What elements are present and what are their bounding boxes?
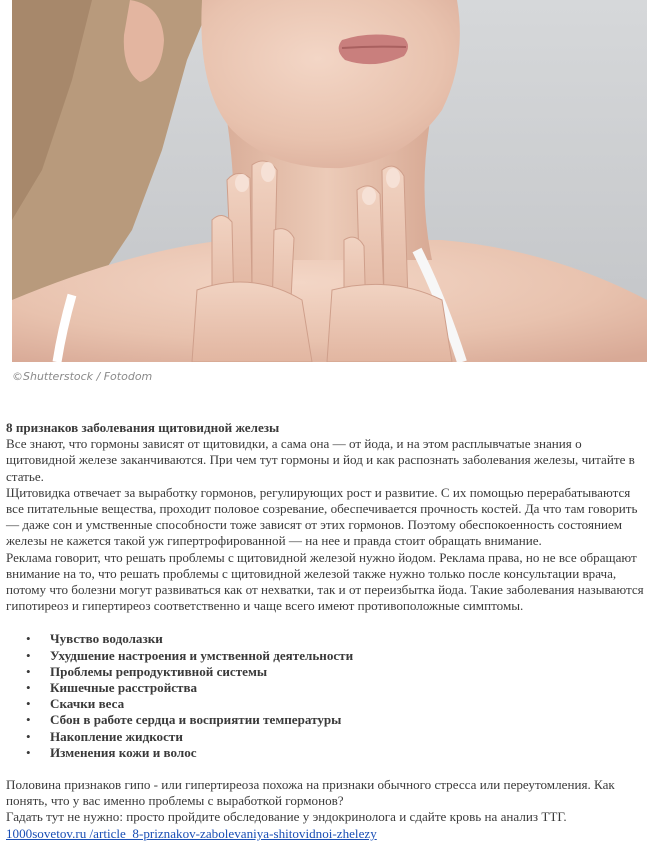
list-item-label: Чувство водолазки bbox=[50, 631, 163, 647]
body-paragraph-1: Щитовидка отвечает за выработку гормонов, регулирующих рост и развитие. С их помощью перерабатываются все питательные вещества, проходит половое созревание, обеспечивается прочность костей. Да что там говорить — даже сон и умственные способности тоже зависят от этих гормонов. Поэтому обеспокоенность состоянием железы не кажется такой уж гипертрофированной — на нее и правда стоит обращать внимание. bbox=[6, 484, 638, 549]
list-item-label: Ухудшение настроения и умственной деятельности bbox=[50, 647, 354, 663]
article-body bbox=[6, 420, 646, 842]
bullet-icon: • bbox=[26, 728, 31, 744]
list-item bbox=[6, 729, 646, 745]
list-item-label: Проблемы репродуктивной системы bbox=[50, 663, 268, 679]
bullet-icon: • bbox=[26, 663, 31, 679]
article-title: 8 признаков заболевания щитовидной железы bbox=[6, 420, 280, 435]
list-item bbox=[6, 664, 646, 680]
intro-paragraph: Все знают, что гормоны зависят от щитовидки, а сама она — от йода, и на этом расплывчатые знания о щитовидной железе заканчиваются. При чем тут гормоны и йод и как распознать заболевания железы, читайте в статье. bbox=[6, 436, 635, 484]
image-credit: ©Shutterstock / Fotodom bbox=[12, 370, 153, 383]
bullet-icon: • bbox=[26, 631, 31, 647]
source-line bbox=[6, 826, 646, 842]
list-item-label: Кишечные расстройства bbox=[50, 680, 198, 696]
bullet-icon: • bbox=[26, 680, 31, 696]
bullet-icon: • bbox=[26, 647, 31, 663]
closing-paragraph-2: Гадать тут не нужно: просто пройдите обследование у эндокринолога и сдайте кровь на анализ ТТГ. bbox=[6, 809, 567, 825]
bullet-icon: • bbox=[26, 744, 31, 760]
photo-illustration bbox=[12, 0, 647, 362]
article-image-block bbox=[0, 0, 667, 395]
source-link[interactable]: 1000sovetov.ru /article_8-priznakov-zabolevaniya-shitovidnoi-zhelezy bbox=[6, 825, 377, 841]
list-item bbox=[6, 680, 646, 696]
list-item-label: Изменения кожи и волос bbox=[50, 744, 197, 760]
list-item bbox=[6, 712, 646, 728]
body-paragraph-2: Реклама говорит, что решать проблемы с щитовидной железой нужно йодом. Реклама права, но не все обращают внимание на то, что решать проблемы с щитовидной железой также нужно только после консультации врача, потому что болезни могут развиваться как от нехватки, так и от переизбытка йода. Такие заболевания называются гипотиреоз и гипертиреоз соответственно и чаще всего имеют противоположные симптомы. bbox=[6, 549, 644, 614]
bullet-icon: • bbox=[26, 696, 31, 712]
symptoms-list bbox=[6, 631, 646, 761]
list-item bbox=[6, 745, 646, 761]
closing-paragraph-1: Половина признаков гипо - или гипертиреоза похожа на признаки обычного стресса или переутомления. Как понять, что у вас именно проблемы с выработкой гормонов? bbox=[6, 777, 615, 809]
bullet-icon: • bbox=[26, 712, 31, 728]
list-item-label: Сбон в работе сердца и восприятии температуры bbox=[50, 712, 342, 728]
list-item bbox=[6, 631, 646, 647]
list-item bbox=[6, 696, 646, 712]
photo-woman-touching-neck bbox=[12, 0, 647, 362]
list-item-label: Скачки веса bbox=[50, 696, 125, 712]
list-item bbox=[6, 648, 646, 664]
list-item-label: Накопление жидкости bbox=[50, 728, 183, 744]
